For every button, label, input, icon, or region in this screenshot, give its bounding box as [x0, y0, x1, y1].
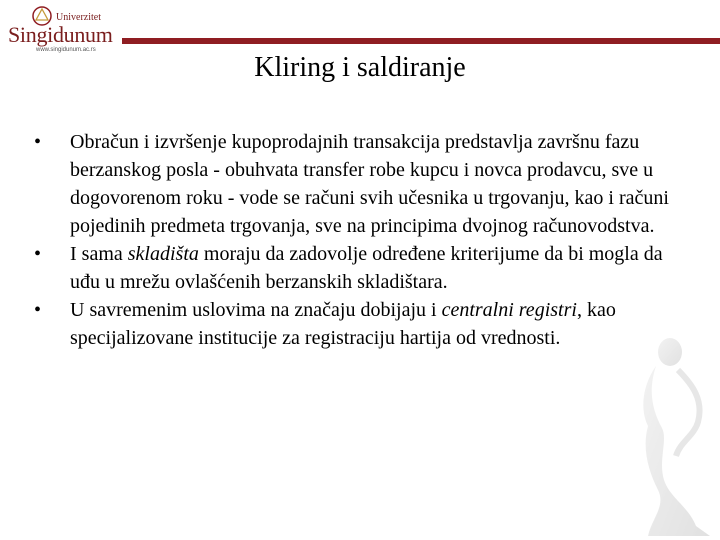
logo-url: www.singidunum.ac.rs [36, 47, 96, 53]
bullet-item [34, 128, 674, 240]
logo-university-label: Univerzitet [56, 12, 101, 23]
bullet-text: Obračun i izvršenje kupoprodajnih transakcija predstavlja završnu fazu berzanskog posla - obuhvata transfer robe kupcu i novca prodavcu, sve u dogovorenom roku - vode se računi svih učesnika u trgovanju, kao i računi pojedinih predmeta trgovanja, sve na principima dvojnog računovodstva. [70, 131, 669, 237]
bullet-list [34, 128, 674, 352]
logo-name: Singidunum [8, 22, 113, 47]
bullet-text-emphasis: skladišta [127, 243, 199, 265]
statue-watermark-icon [618, 330, 718, 540]
bullet-dot: • [34, 243, 42, 265]
header-red-bar [122, 38, 720, 44]
bullet-dot: • [34, 131, 42, 153]
bullet-text-post: , kao specijalizovane institucije za registraciju hartija od vrednosti. [70, 299, 616, 349]
bullet-text-emphasis: centralni registri [441, 299, 577, 321]
bullet-item [34, 240, 674, 296]
bullet-text-pre: U savremenim uslovima na značaju dobijaju i [70, 299, 442, 321]
bullet-dot: • [34, 299, 42, 321]
slide-title [0, 50, 720, 86]
bullet-item [34, 296, 674, 352]
slide-title-text: Kliring i saldiranje [254, 52, 466, 83]
bullet-text-post: moraju da zadovolje određene kriterijume da bi mogla da uđu u mrežu ovlašćenih berzanskih skladištara. [70, 243, 663, 293]
bullet-text-pre: I sama [70, 243, 128, 265]
